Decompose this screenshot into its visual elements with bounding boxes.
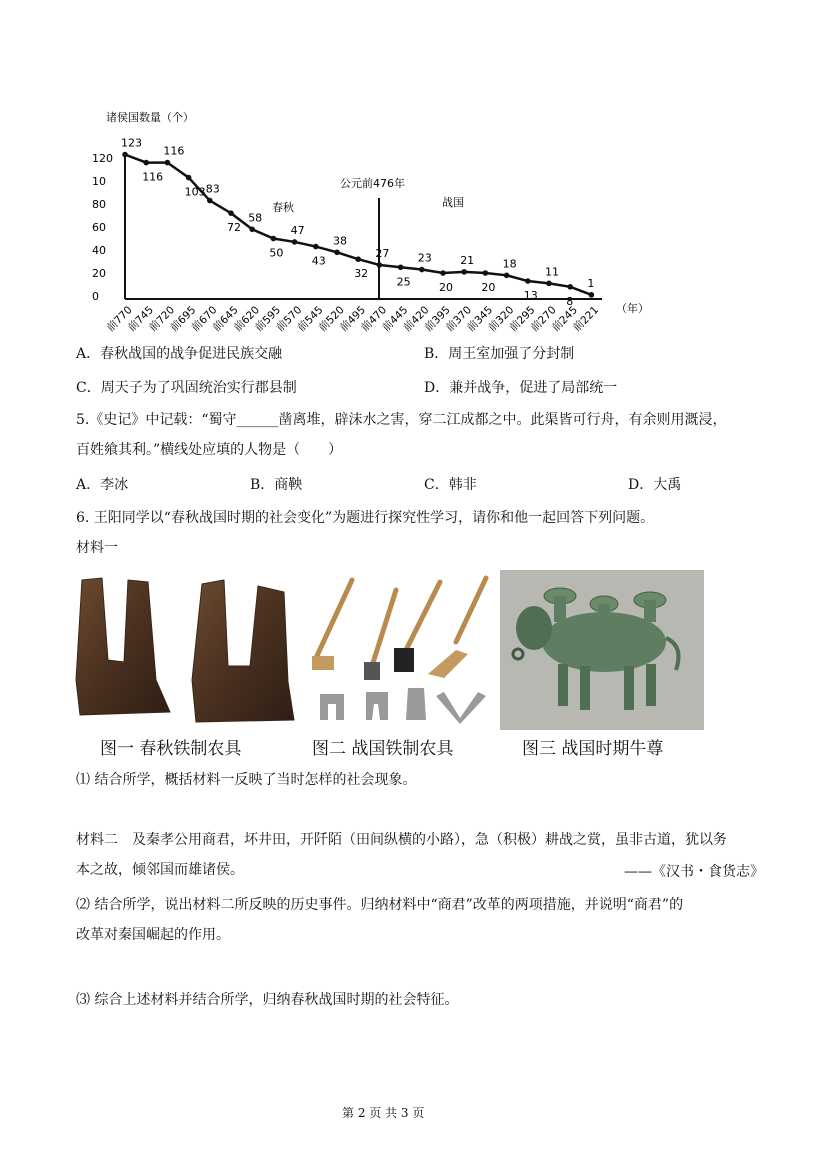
data-label: 13 (523, 289, 538, 303)
x-tick-label: 前695 (168, 304, 199, 335)
material2-line1: 材料二 及秦孝公用商君，坏井田，开阡陌（田间纵横的小路），急（积极）耕战之赏，虽非古道，犹以务 (76, 832, 727, 848)
figure3-caption: 图三 战国时期牛尊 (522, 739, 664, 759)
x-tick-label: 前270 (528, 304, 559, 335)
material2-source: ——《汉书・食货志》 (624, 864, 764, 880)
data-point (461, 269, 467, 275)
data-label: 58 (248, 211, 263, 225)
region-label-left: 春秋 (272, 201, 294, 214)
data-point (292, 239, 298, 245)
data-point (546, 281, 552, 287)
q5-option-b: B．商鞅 (250, 477, 303, 493)
data-label: 116 (163, 144, 185, 158)
page-footer: 第 2 页 共 3 页 (342, 1106, 425, 1120)
figure3-bronze-ox (500, 570, 704, 730)
data-point (228, 210, 234, 216)
data-point (249, 227, 255, 233)
data-label: 20 (481, 281, 496, 294)
x-tick-label: 前445 (380, 304, 411, 335)
material2-line2: 本之故，倾邻国而雄诸侯。 (76, 862, 244, 878)
data-point (483, 270, 489, 276)
x-tick-label: 前495 (337, 304, 368, 335)
y-ticks (92, 152, 113, 303)
q5-option-d: D．大禹 (628, 477, 682, 493)
data-point (589, 292, 595, 298)
y-tick-label: 0 (92, 290, 99, 303)
figure2-caption: 图二 战国铁制农具 (312, 739, 454, 759)
data-label: 103 (184, 185, 206, 199)
x-tick-label: 前320 (486, 304, 517, 335)
y-tick-label: 10 (92, 175, 106, 188)
data-point (504, 273, 510, 279)
data-label: 47 (290, 223, 305, 237)
q5-stem-line1: 5.《史记》中记载：“蜀守______凿离堆，辟沫水之害，穿二江成都之中。此渠皆可行舟，有余则用溉浸， (76, 412, 727, 428)
x-tick-label: 前395 (422, 304, 453, 335)
figure1-caption: 图一 春秋铁制农具 (100, 739, 242, 759)
figure1-iron-tools (74, 570, 296, 730)
x-tick-label: 前295 (507, 304, 538, 335)
data-label: 123 (121, 136, 142, 150)
q5-option-a: A．李冰 (76, 477, 129, 493)
y-tick-label: 40 (92, 244, 106, 257)
data-label: 32 (354, 267, 369, 281)
data-label: 1 (587, 276, 595, 290)
x-tick-label: 前570 (274, 304, 305, 335)
region-label-right: 战国 (442, 196, 464, 209)
y-axis-label: 诸侯国数量（个） (106, 111, 194, 124)
data-point (440, 270, 446, 276)
plow-share-2 (366, 692, 388, 720)
data-label: 38 (333, 234, 347, 248)
data-label: 25 (396, 275, 411, 289)
data-point (398, 264, 404, 270)
data-label: 11 (545, 265, 559, 279)
data-label: 50 (269, 246, 284, 260)
plow-share-4 (436, 692, 486, 724)
x-tick-label: 前370 (443, 304, 474, 335)
q6-intro: 6. 王阳同学以“春秋战国时期的社会变化”为题进行探究性学习，请你和他一起回答下列问题。 (76, 510, 655, 526)
x-tick-label: 前545 (295, 304, 326, 335)
data-point (271, 236, 277, 242)
divider-label: 公元前476年 (340, 177, 405, 190)
data-point (419, 267, 425, 273)
data-label: 116 (142, 170, 164, 184)
x-tick-label: 前470 (359, 304, 390, 335)
data-label: 20 (439, 281, 453, 294)
x-axis-unit: （年） (616, 302, 649, 315)
data-labels (121, 137, 594, 308)
vassal-states-chart (70, 100, 690, 340)
y-tick-label: 60 (92, 221, 106, 234)
x-tick-label: 前720 (147, 304, 178, 335)
data-point (525, 278, 531, 284)
data-point (355, 256, 361, 262)
x-tick-label: 前770 (104, 304, 135, 335)
y-tick-label: 80 (92, 198, 106, 211)
data-point (186, 175, 192, 181)
x-tick-label: 前620 (231, 304, 262, 335)
plow-share-1 (320, 694, 344, 720)
data-point (207, 198, 213, 204)
x-tick-label: 前245 (549, 304, 580, 335)
plow-share-3 (406, 688, 426, 720)
x-tick-label: 前520 (316, 304, 347, 335)
data-point (143, 160, 149, 166)
data-label: 8 (566, 294, 574, 308)
data-point (334, 250, 340, 256)
data-label: 21 (460, 253, 475, 267)
option-c: C．周天子为了巩固统治实行郡县制 (76, 380, 297, 396)
iron-fork-tool-2 (192, 580, 294, 722)
data-label: 23 (417, 251, 432, 265)
y-tick-label: 120 (92, 152, 113, 165)
sub-question-2-line2: 改革对秦国崛起的作用。 (76, 927, 230, 943)
y-tick-label: 20 (92, 267, 106, 280)
data-label: 18 (502, 257, 517, 271)
sub-question-2-line1: ⑵ 结合所学，说出材料二所反映的历史事件。归纳材料中“商君”改革的两项措施，并说明“商君”的 (76, 897, 684, 913)
data-label: 27 (375, 246, 390, 260)
data-point (567, 284, 573, 290)
x-tick-label: 前670 (189, 304, 220, 335)
x-tick-label: 前595 (253, 304, 284, 335)
option-b: B．周王室加强了分封制 (424, 346, 575, 362)
x-tick-label: 前345 (465, 304, 496, 335)
data-label: 83 (205, 182, 220, 196)
iron-fork-tool-1 (76, 578, 170, 715)
data-label: 43 (311, 254, 326, 268)
sub-question-1: ⑴ 结合所学，概括材料一反映了当时怎样的社会现象。 (76, 772, 417, 788)
option-a: A．春秋战国的战争促进民族交融 (76, 346, 283, 362)
data-point (313, 244, 319, 250)
x-tick-label: 前645 (210, 304, 241, 335)
data-point (165, 160, 171, 166)
material1-label: 材料一 (76, 540, 118, 556)
x-ticks (104, 303, 601, 334)
x-tick-label: 前420 (401, 304, 432, 335)
x-tick-label: 前221 (571, 304, 602, 335)
option-d: D．兼并战争，促进了局部统一 (424, 380, 618, 396)
sub-question-3: ⑶ 综合上述材料并结合所学，归纳春秋战国时期的社会特征。 (76, 992, 459, 1008)
data-point (377, 262, 383, 268)
q5-stem-line2: 百姓飨其利。”横线处应填的人物是（ ） (76, 442, 343, 458)
data-point (122, 152, 128, 158)
figure2-iron-tools (308, 570, 494, 730)
data-label: 72 (227, 221, 241, 235)
q5-option-c: C．韩非 (424, 477, 477, 493)
x-tick-label: 前745 (125, 304, 156, 335)
